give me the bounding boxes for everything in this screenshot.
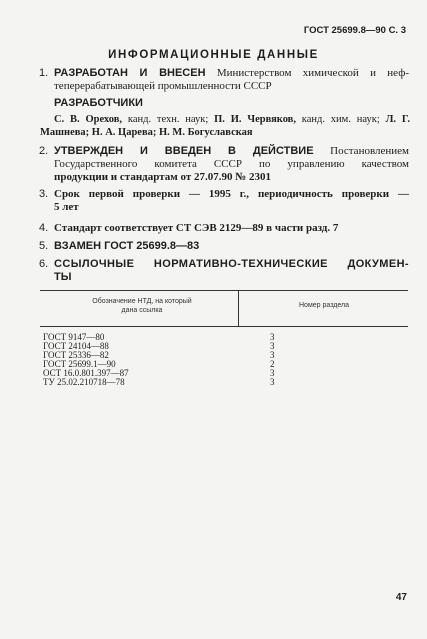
developer-name: П. И. Червяков, — [214, 114, 296, 125]
table-header-line: дана ссылка — [121, 307, 163, 314]
developer-degree: канд. техн. наук; — [122, 114, 215, 125]
section-6-line-2: ТЫ — [54, 271, 72, 283]
section-6-line-1: ССЫЛОЧНЫЕ НОРМАТИВНО-ТЕХНИЧЕСКИЕ ДОКУМЕН- — [54, 258, 409, 270]
section-1-caps: РАЗРАБОТАН И ВНЕСЕН — [54, 67, 206, 79]
row-designation: ТУ 25.02.210718—78 — [43, 377, 125, 387]
developer-name: Л. Г. Машнева; — [40, 114, 410, 138]
row-section: 3 — [270, 332, 275, 342]
section-6-number: 6. — [39, 258, 49, 270]
section-5-text: ВЗАМЕН ГОСТ 25699.8—83 — [54, 240, 200, 252]
table-header-designation — [48, 297, 236, 315]
section-3 — [39, 188, 409, 214]
section-3-line-2: 5 лет — [54, 201, 79, 213]
table-header-section: Номер раздела — [299, 302, 349, 309]
section-2-line-1 — [54, 145, 409, 158]
developer-name: Н. А. Царева; — [91, 127, 157, 138]
developer-degree: канд. хим. наук; — [295, 114, 386, 125]
developer-name: Н. М. Богуславская — [159, 127, 253, 138]
table-top-rule — [40, 290, 408, 291]
section-1-number: 1. — [39, 67, 49, 79]
row-designation: ГОСТ 9147—80 — [43, 332, 105, 342]
section-2-text-1: Постановлением — [313, 145, 409, 157]
row-section: 3 — [270, 350, 275, 360]
page-title: ИНФОРМАЦИОННЫЕ ДАННЫЕ — [108, 49, 319, 61]
section-4 — [39, 222, 409, 235]
section-1-line-2: теперерабатывающей промышленности СССР — [54, 80, 272, 92]
section-2-line-2: Государственного комитета СССР по управлению качеством — [54, 158, 409, 170]
table-column-divider — [238, 290, 239, 326]
section-2 — [39, 145, 409, 184]
row-designation: ГОСТ 25336—82 — [43, 350, 109, 360]
row-section: 3 — [270, 377, 275, 387]
section-2-caps: УТВЕРЖДЕН И ВВЕДЕН В ДЕЙСТВИЕ — [54, 145, 314, 157]
developers-list — [40, 113, 410, 139]
section-3-number: 3. — [39, 188, 49, 200]
row-section: 3 — [270, 341, 275, 351]
developer-name: С. В. Орехов, — [54, 114, 123, 125]
section-6 — [39, 258, 409, 284]
document-header: ГОСТ 25699.8—90 С. 3 — [303, 25, 406, 36]
section-1 — [39, 67, 409, 93]
table-header-line: Обозначение НТД, на который — [92, 298, 192, 305]
row-section: 3 — [270, 368, 275, 378]
row-designation: ГОСТ 25699.1—90 — [43, 359, 116, 369]
table-header-rule — [40, 326, 408, 327]
page-number: 47 — [395, 592, 407, 603]
section-4-number: 4. — [39, 222, 49, 234]
section-5-number: 5. — [39, 240, 49, 252]
section-1-text-1: Министерством химической и неф- — [205, 67, 409, 79]
section-4-text: Стандарт соответствует СТ СЭВ 2129—89 в части разд. 7 — [54, 222, 339, 234]
section-2-line-3: продукции и стандартам от 27.07.90 № 2301 — [54, 171, 272, 183]
section-1-line-1 — [54, 67, 409, 80]
row-section: 2 — [270, 359, 275, 369]
section-2-number: 2. — [39, 145, 49, 157]
section-3-line-1: Срок первой проверки — 1995 г., периодичность проверки — — [54, 188, 409, 200]
section-5 — [39, 240, 409, 253]
developers-heading: РАЗРАБОТЧИКИ — [54, 97, 143, 109]
row-designation: ОСТ 16.0.801.397—87 — [43, 368, 129, 378]
row-designation: ГОСТ 24104—88 — [43, 341, 109, 351]
